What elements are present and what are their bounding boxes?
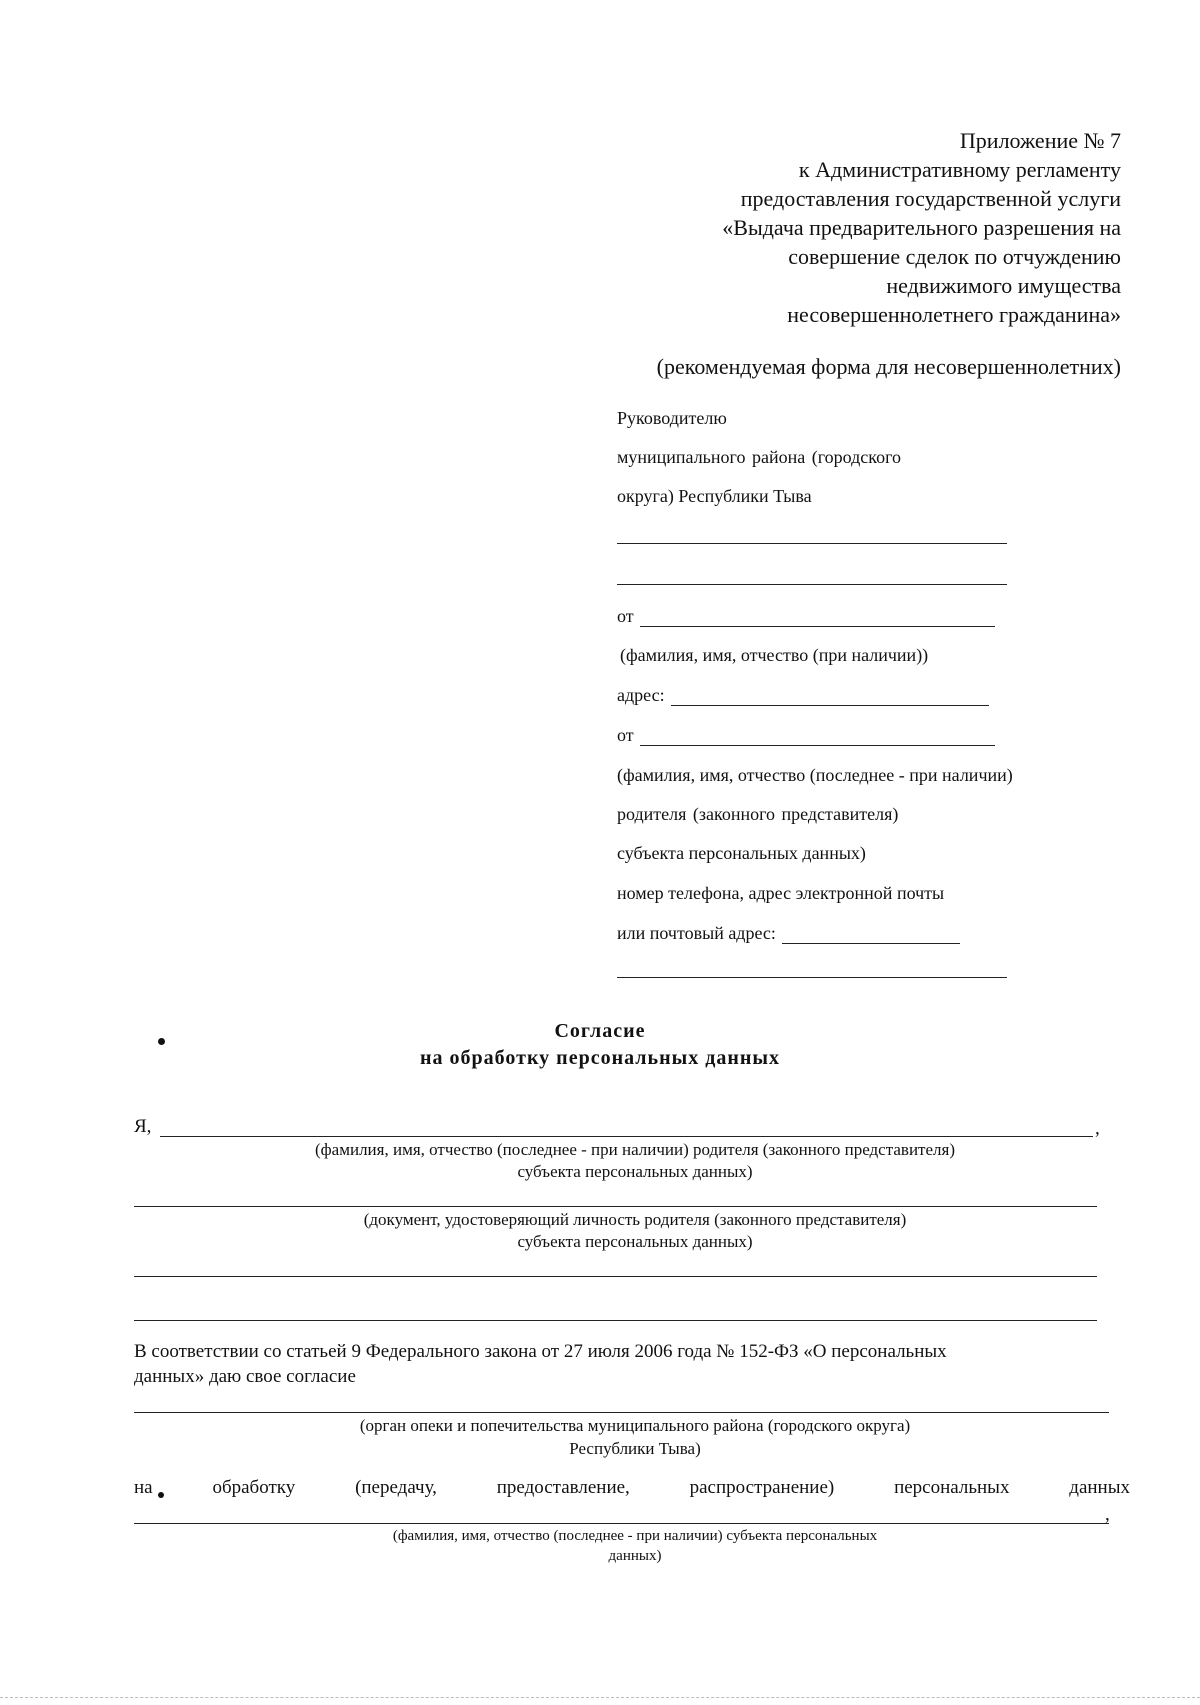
address-blank[interactable] [671,687,989,706]
consent-word-3: (передачу, [355,1477,437,1498]
header-line-service-name-4: несовершеннолетнего гражданина» [787,302,1121,327]
from-row-2 [617,724,995,746]
doc-title: Согласие [554,1020,646,1042]
doc-subtitle: на обработку персональных данных [420,1047,780,1069]
addressee-line-2: муниципального района (городского [617,447,902,467]
caption-doc-1: (документ, удостоверяющий личность родителя (законного представителя) [363,1210,907,1229]
parent-caption-1: (фамилия, имя, отчество (последнее - при наличии) [617,765,1013,785]
parent-caption-2: родителя (законного представителя) [617,804,899,824]
address-row [617,684,989,706]
addressee-blank-2[interactable] [617,584,1007,585]
caption-fio-2: субъекта персональных данных) [517,1162,753,1181]
fio-comma: , [1095,1118,1100,1139]
header-line-service: предоставления государственной услуги [740,186,1121,211]
addressee-line-1: Руководителю [617,408,727,428]
consent-row [134,1476,1130,1500]
consent-word-7: данных [1069,1477,1130,1498]
subject-blank[interactable] [134,1523,1109,1524]
i-label: Я, [134,1116,152,1137]
header-line-service-name-2: совершение сделок по отчуждению [788,244,1121,269]
contact-row [617,922,960,944]
bullet-dot-2 [158,1492,164,1498]
caption-fio-1: (фамилия, имя, отчество (последнее - при наличии) родителя (законного представителя) [315,1140,955,1159]
document-blank-2[interactable] [134,1276,1097,1277]
from-blank-1[interactable] [640,608,995,627]
law-line-1: В соответствии со статьей 9 Федерального закона от 27 июля 2006 года № 152-ФЗ «О персональных [134,1341,947,1362]
caption-doc-2: субъекта персональных данных) [517,1232,753,1251]
from-blank-2[interactable] [640,727,995,746]
contact-blank[interactable] [782,925,960,944]
consent-word-4: предоставление, [496,1477,630,1498]
scan-edge-line [0,1697,1200,1698]
addressee-line-3: округа) Республики Тыва [617,486,812,506]
consent-word-5: распространение) [689,1477,835,1498]
contact-line-1: номер телефона, адрес электронной почты [617,883,945,903]
parent-caption-3: субъекта персональных данных) [617,843,866,863]
caption-subject-1: (фамилия, имя, отчество (последнее - при наличии) субъекта персональных [392,1528,878,1544]
document-blank-3[interactable] [134,1320,1097,1321]
form-note: (рекомендуемая форма для несовершеннолетних) [656,354,1121,379]
header-line-service-name-3: недвижимого имущества [886,273,1121,298]
from-row-1 [617,605,995,627]
subject-comma: , [1105,1504,1110,1525]
appendix-number: Приложение № 7 [959,128,1121,153]
contact-label: или почтовый адрес: [617,923,776,943]
addressee-blank-1[interactable] [617,543,1007,544]
address-label: адрес: [617,685,665,705]
document-blank[interactable] [134,1206,1097,1207]
fio-parent-blank[interactable] [160,1136,1093,1137]
fio-caption: (фамилия, имя, отчество (при наличии)) [620,645,929,665]
contact-blank-2[interactable] [617,977,1007,978]
caption-org-1: (орган опеки и попечительства муниципального района (городского округа) [359,1416,911,1435]
header-line-service-name-1: «Выдача предварительного разрешения на [722,215,1121,240]
consent-word-2: обработку [212,1477,296,1498]
consent-word-6: персональных [894,1477,1010,1498]
organ-blank[interactable] [134,1412,1109,1413]
caption-subject-2: данных) [608,1548,662,1564]
header-line-regulation: к Административному регламенту [798,157,1121,182]
law-line-2: данных» даю свое согласие [134,1366,356,1387]
from-label-2: от [617,725,634,745]
consent-word-1: на [134,1477,153,1498]
from-label-1: от [617,606,634,626]
caption-org-2: Республики Тыва) [569,1439,701,1458]
